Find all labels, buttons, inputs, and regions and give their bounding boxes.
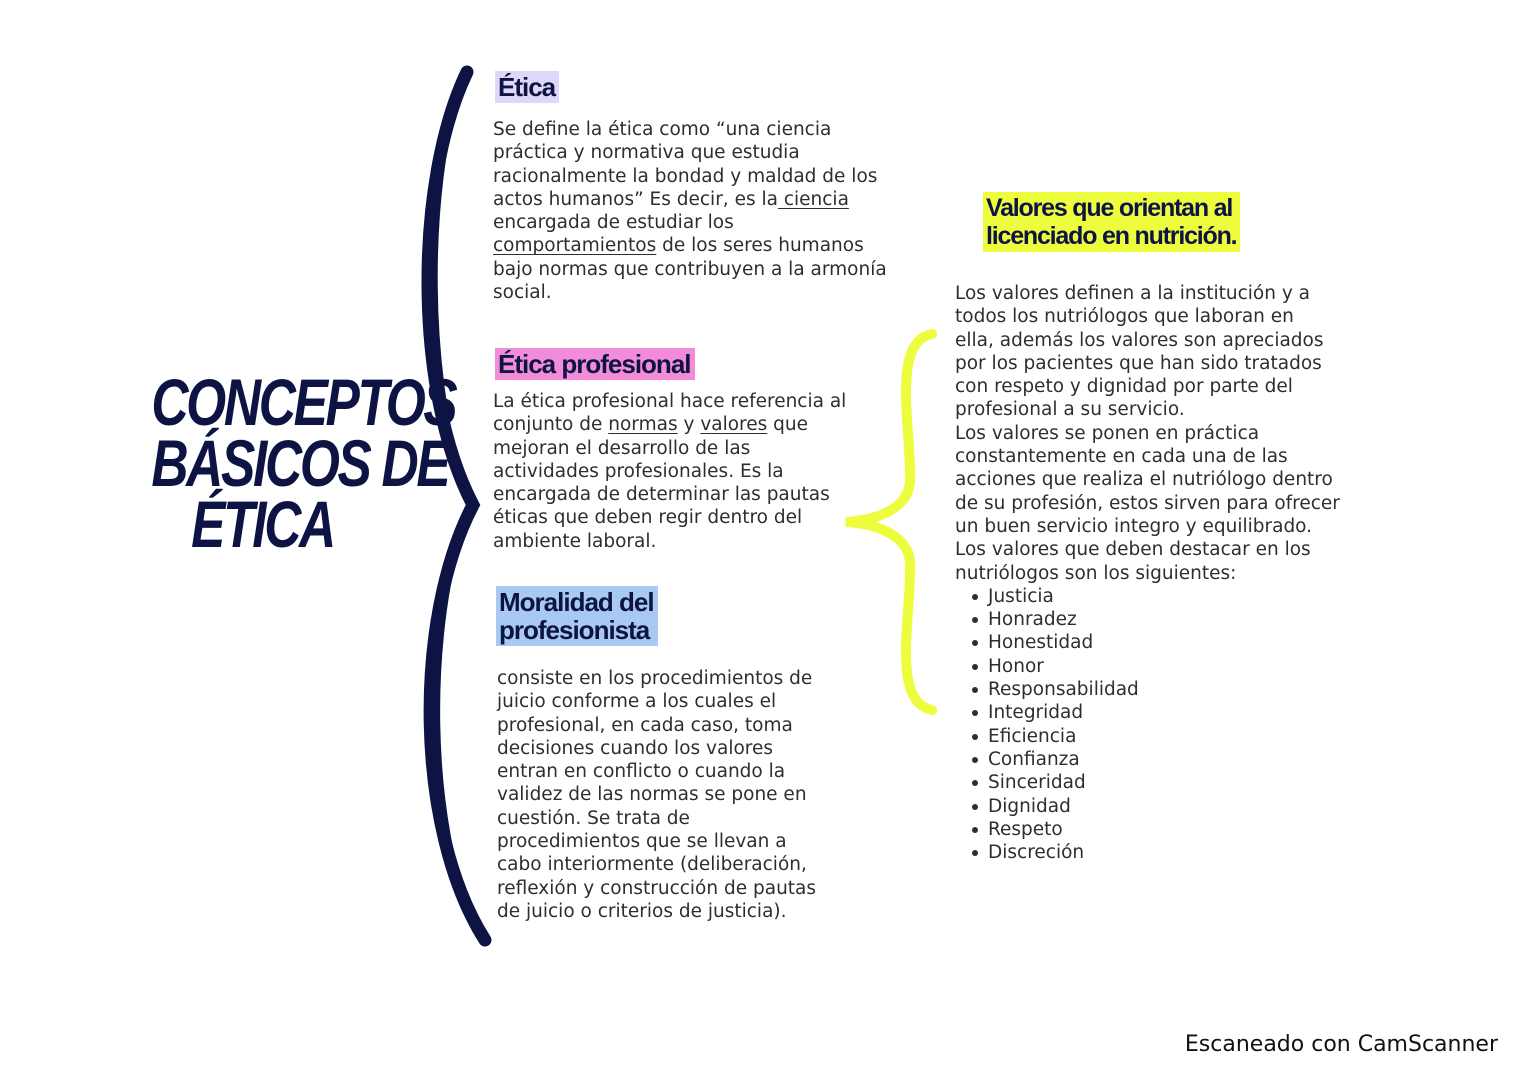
etica-profesional-line-3: mejoran el desarrollo de las xyxy=(493,437,751,459)
valores-line-13: nutriólogos son los siguientes: xyxy=(955,562,1237,584)
moralidad-line-4: decisiones cuando los valores xyxy=(497,737,774,759)
etica-profesional-line-4: actividades profesionales. Es la xyxy=(493,460,784,482)
valores-line-12: Los valores que deben destacar en los xyxy=(955,539,1311,561)
etica-heading-wrapper xyxy=(495,71,559,103)
moralidad-line-7: cuestión. Se trata de xyxy=(497,807,690,829)
valores-text xyxy=(955,282,1340,864)
valores-line-6: profesional a su servicio. xyxy=(955,399,1185,421)
camscanner-watermark: Escaneado con CamScanner xyxy=(1184,1032,1498,1057)
etica-line-6: comportamientos de los seres humanos xyxy=(493,235,864,257)
etica-text xyxy=(493,118,887,304)
navy-curly-brace xyxy=(395,60,505,950)
etica-profesional-line-6: éticas que deben regir dentro del xyxy=(493,507,803,529)
moralidad-line-10: reflexión y construcción de pautas xyxy=(497,877,817,899)
etica-line-4: actos humanos” Es decir, es la ciencia xyxy=(493,188,849,210)
moralidad-line-8: procedimientos que se llevan a xyxy=(497,831,787,853)
valores-line-3: ella, además los valores son apreciados xyxy=(955,329,1324,351)
etica-profesional-heading: Ética profesional xyxy=(495,348,695,380)
valores-line-7: Los valores se ponen en práctica xyxy=(955,422,1260,444)
valores-heading-wrapper xyxy=(983,192,1240,252)
valores-heading-line-1: Valores que orientan al xyxy=(986,194,1233,222)
valores-line-9: acciones que realiza el nutriólogo dentro xyxy=(955,469,1333,491)
valores-line-10: de su profesión, estos sirven para ofrecer xyxy=(955,492,1340,514)
valores-term: valores xyxy=(700,414,768,436)
moralidad-heading-line-1: Moralidad del xyxy=(499,587,654,617)
moralidad-heading xyxy=(496,586,658,646)
comportamientos-term: comportamientos xyxy=(493,235,657,257)
list-item: Honestidad xyxy=(971,631,1340,654)
etica-line-7: bajo normas que contribuyen a la armonía xyxy=(493,258,887,280)
moralidad-line-6: validez de las normas se pone en xyxy=(497,784,807,806)
normas-term: normas xyxy=(608,414,678,436)
moralidad-line-11: de juicio o criterios de justicia). xyxy=(497,900,787,922)
main-title-line-1: CONCEPTOS xyxy=(151,365,456,439)
etica-line-3: racionalmente la bondad y maldad de los xyxy=(493,165,878,187)
etica-line-1: Se define la ética como “una ciencia xyxy=(493,119,832,140)
valores-heading-line-2: licenciado en nutrición. xyxy=(986,222,1237,250)
yellow-curly-brace xyxy=(830,322,950,722)
moralidad-text xyxy=(497,667,816,923)
etica-line-2: práctica y normativa que estudia xyxy=(493,142,800,164)
valores-line-4: por los pacientes que han sido tratados xyxy=(955,352,1322,374)
moralidad-line-1: consiste en los procedimientos de xyxy=(497,668,813,689)
etica-line-5: encargada de estudiar los xyxy=(493,212,734,234)
list-item: Respeto xyxy=(971,818,1340,841)
etica-profesional-line-5: encargada de determinar las pautas xyxy=(493,484,830,506)
moralidad-line-3: profesional, en cada caso, toma xyxy=(497,714,793,736)
moralidad-heading-line-2: profesionista xyxy=(499,615,650,645)
values-list xyxy=(971,585,1340,865)
valores-line-5: con respeto y dignidad por parte del xyxy=(955,376,1293,398)
list-item: Honor xyxy=(971,655,1340,678)
list-item: Confianza xyxy=(971,748,1340,771)
etica-profesional-text xyxy=(493,390,846,553)
list-item: Justicia xyxy=(971,585,1340,608)
list-item: Honradez xyxy=(971,608,1340,631)
list-item: Eficiencia xyxy=(971,725,1340,748)
list-item: Integridad xyxy=(971,701,1340,724)
valores-line-11: un buen servicio integro y equilibrado. xyxy=(955,515,1313,537)
valores-line-1: Los valores definen a la institución y a xyxy=(955,283,1311,304)
list-item: Responsabilidad xyxy=(971,678,1340,701)
etica-profesional-line-7: ambiente laboral. xyxy=(493,530,657,552)
etica-profesional-heading-wrapper xyxy=(495,348,695,380)
list-item: Sinceridad xyxy=(971,771,1340,794)
moralidad-line-5: entran en conflicto o cuando la xyxy=(497,761,786,783)
etica-profesional-line-1: La ética profesional hace referencia al xyxy=(493,391,847,412)
main-title-line-3: ÉTICA xyxy=(191,487,334,561)
ciencia-term: ciencia xyxy=(777,188,849,210)
etica-line-8: social. xyxy=(493,282,552,304)
list-item: Discreción xyxy=(971,841,1340,864)
moralidad-heading-wrapper xyxy=(496,586,658,646)
valores-line-2: todos los nutriólogos que laboran en xyxy=(955,306,1294,328)
etica-profesional-line-2: conjunto de normas y valores que xyxy=(493,414,809,436)
moralidad-line-9: cabo interiormente (deliberación, xyxy=(497,854,807,876)
main-title xyxy=(151,365,456,561)
valores-line-8: constantemente en cada una de las xyxy=(955,446,1288,468)
list-item: Dignidad xyxy=(971,795,1340,818)
main-title-line-2: BÁSICOS DE xyxy=(151,426,449,500)
etica-heading: Ética xyxy=(495,71,559,103)
valores-heading xyxy=(983,192,1240,252)
moralidad-line-2: juicio conforme a los cuales el xyxy=(497,691,777,713)
